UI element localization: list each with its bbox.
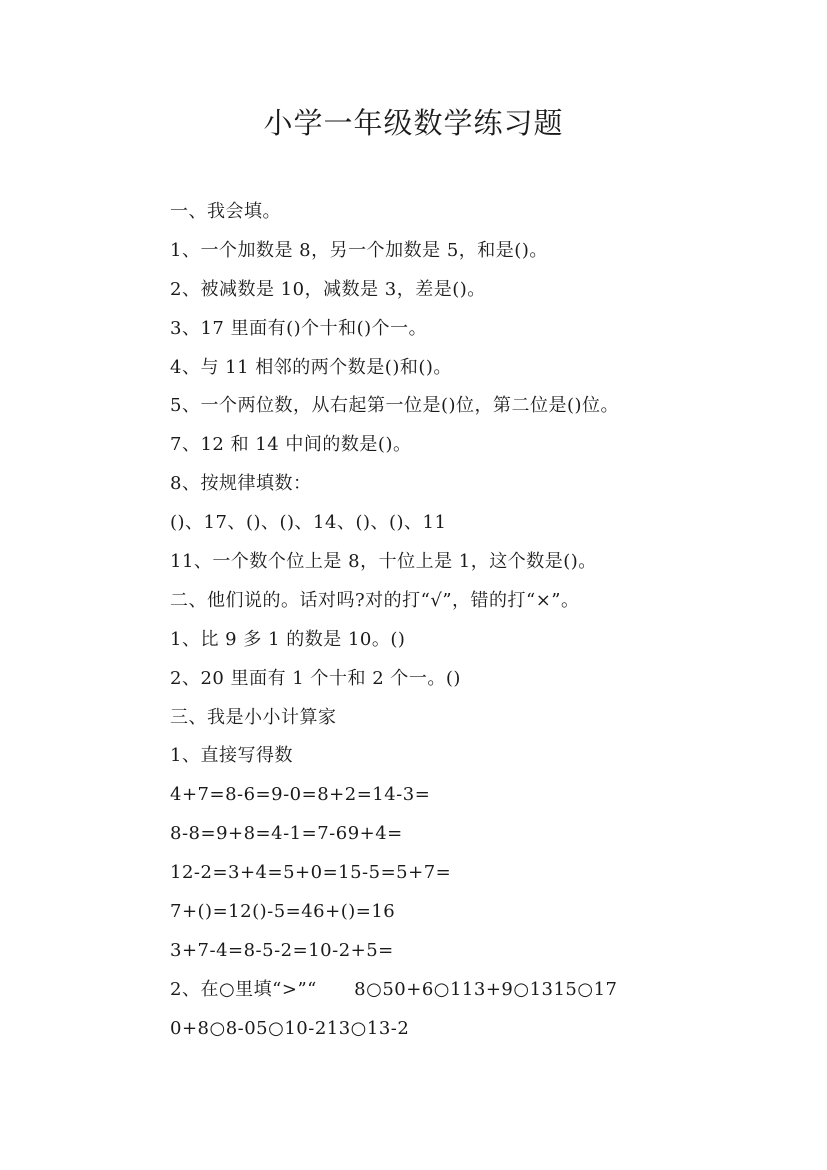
document-title: 小学一年级数学练习题 (263, 106, 564, 140)
exercise-line: 8、按规律填数： (170, 473, 312, 495)
exercise-line: 4、与 11 相邻的两个数是()和()。 (170, 356, 452, 378)
exercise-line: 11、一个数个位上是 8，十位上是 1，这个数是()。 (170, 551, 597, 573)
exercise-line: 2、被减数是 10，减数是 3，差是()。 (170, 278, 486, 300)
exercise-line: 8-8=9+8=4-1=7-69+4= (170, 823, 403, 845)
exercise-line: 2、在○里填“>”“ 8○50+6○113+9○1315○17 (170, 978, 618, 1000)
exercise-line: 0+8○8-05○10-213○13-2 (170, 1017, 410, 1039)
exercise-line: 7、12 和 14 中间的数是()。 (170, 434, 412, 456)
exercise-line: 1、一个加数是 8，另一个加数是 5，和是()。 (170, 239, 548, 261)
section-heading-fill: 一、我会填。 (170, 201, 281, 222)
section-heading-calc: 三、我是小小计算家 (170, 706, 337, 728)
exercise-list (170, 193, 810, 1049)
exercise-line: 5、一个两位数，从右起第一位是()位，第二位是()位。 (170, 395, 620, 417)
exercise-line: 12-2=3+4=5+0=15-5=5+7= (170, 862, 452, 884)
exercise-line: 4+7=8-6=9-0=8+2=14-3= (170, 784, 431, 806)
exercise-line: 2、20 里面有 1 个十和 2 个一。() (170, 667, 461, 689)
exercise-line: 1、直接写得数 (170, 745, 293, 767)
section-heading-judge: 二、他们说的。话对吗?对的打“√”，错的打“×”。 (170, 589, 580, 611)
exercise-line: 7+()=12()-5=46+()=16 (170, 901, 396, 923)
exercise-line: 3+7-4=8-5-2=10-2+5= (170, 939, 394, 961)
exercise-line: 1、比 9 多 1 的数是 10。() (170, 628, 406, 650)
exercise-line: ()、17、()、()、14、()、()、11 (170, 512, 447, 534)
exercise-line: 3、17 里面有()个十和()个一。 (170, 317, 428, 339)
